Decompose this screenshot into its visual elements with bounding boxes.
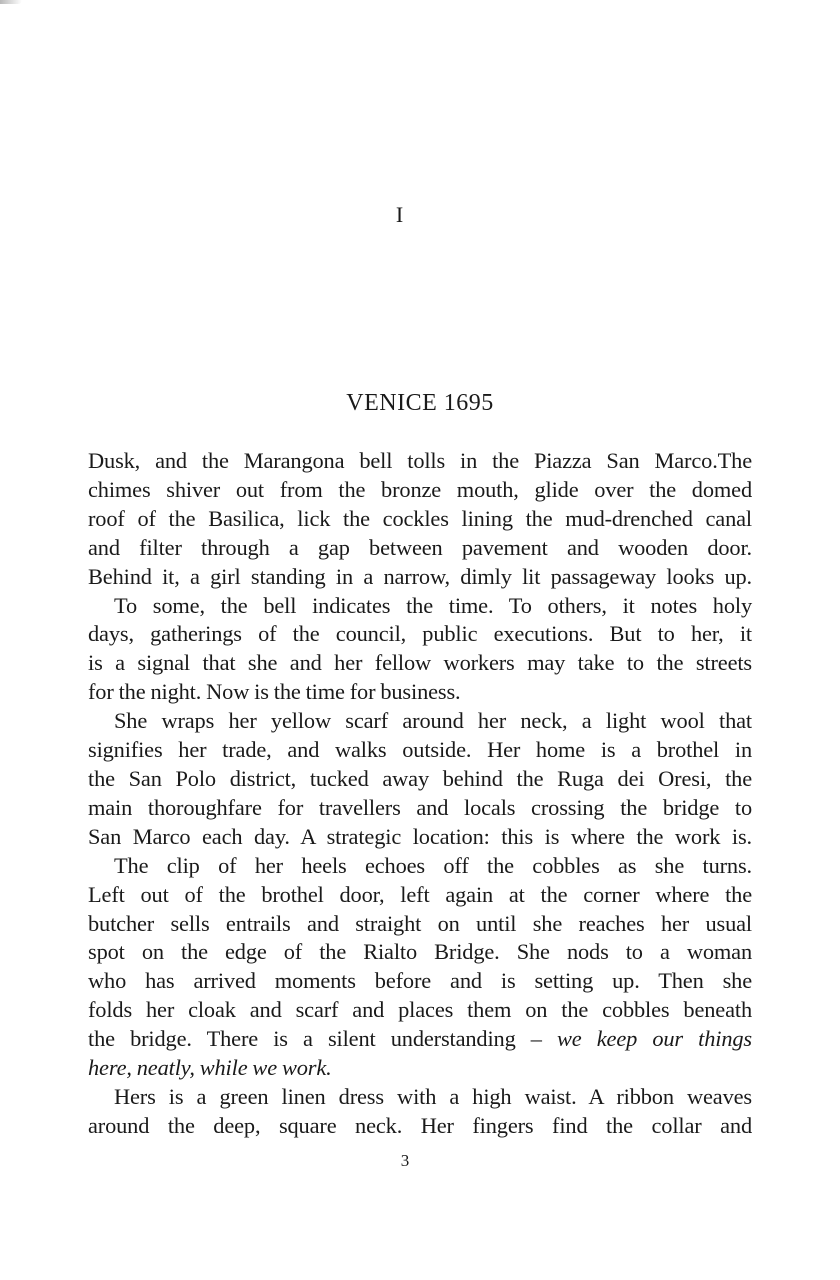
text-line: the San Polo district, tucked away behind the Ruga dei Oresi, the: [88, 765, 752, 791]
text-line: days, gatherings of the council, public executions. But to her, it: [88, 621, 752, 647]
paragraph-4: [88, 852, 752, 1083]
scan-artifact-mark: [0, 0, 22, 4]
text-line: To some, the bell indicates the time. To others, it notes holy: [114, 592, 752, 618]
text-line-with-italic: [88, 1025, 752, 1054]
page-number: 3: [400, 1151, 410, 1170]
paragraph-1: [88, 447, 752, 592]
body-text: [88, 447, 752, 1141]
text-line: signifies her trade, and walks outside. Her home is a brothel in: [88, 737, 752, 763]
paragraph-5: [88, 1083, 752, 1141]
text-line: and filter through a gap between pavement and wooden door.: [88, 534, 752, 560]
italic-segment: here, neatly, while we work.: [88, 1055, 332, 1081]
text-line: is a signal that she and her fellow workers may take to the streets: [88, 650, 752, 676]
paragraph-2: [88, 592, 752, 708]
text-line: roof of the Basilica, lick the cockles lining the mud-drenched canal: [88, 505, 752, 531]
text-line: She wraps her yellow scarf around her neck, a light wool that: [114, 708, 752, 734]
text-line: around the deep, square neck. Her fingers find the collar and: [88, 1112, 752, 1138]
text-line-italic: [88, 1054, 752, 1083]
text-segment: the bridge. There is a silent understanding –: [88, 1026, 558, 1052]
text-line: who has arrived moments before and is setting up. Then she: [88, 968, 752, 994]
text-line: The clip of her heels echoes off the cobbles as she turns.: [114, 852, 752, 878]
text-line: chimes shiver out from the bronze mouth, glide over the domed: [88, 476, 752, 502]
text-line: Dusk, and the Marangona bell tolls in the Piazza San Marco.The: [88, 448, 752, 473]
paragraph-3: [88, 707, 752, 852]
text-line: San Marco each day. A strategic location: this is where the work is.: [88, 823, 752, 849]
text-line: Hers is a green linen dress with a high waist. A ribbon weaves: [114, 1083, 752, 1109]
chapter-title: VENICE 1695: [346, 390, 494, 416]
italic-segment: we keep our things: [557, 1026, 752, 1052]
text-line: main thoroughfare for travellers and locals crossing the bridge to: [88, 794, 752, 820]
text-line: folds her cloak and scarf and places them on the cobbles beneath: [88, 997, 752, 1023]
text-line: for the night. Now is the time for business.: [88, 679, 461, 705]
text-line: Left out of the brothel door, left again at the corner where the: [88, 881, 752, 907]
text-line: butcher sells entrails and straight on until she reaches her usual: [88, 910, 752, 936]
text-line: Behind it, a girl standing in a narrow, dimly lit passageway looks up.: [88, 563, 752, 589]
text-line: spot on the edge of the Rialto Bridge. She nods to a woman: [88, 939, 752, 965]
chapter-number: I: [395, 202, 405, 227]
